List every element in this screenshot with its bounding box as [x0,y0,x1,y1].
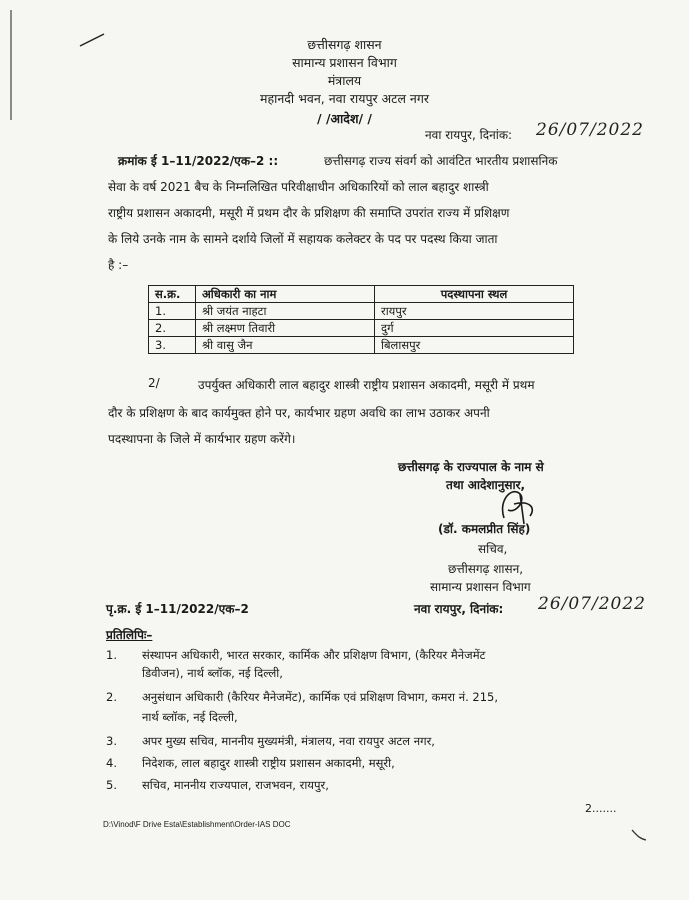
para1-line1: छत्तीसगढ़ राज्य संवर्ग को आवंटित भारतीय प्रशासनिक [324,154,558,168]
table-cell-serial: 2. [149,320,196,337]
posting-table [148,285,574,354]
table-cell-serial: 1. [149,303,196,320]
table-header-posting: पदस्थापना स्थल [375,286,574,303]
copy-item-number: 4. [106,756,117,770]
endorsement-number: पृ.क्र. ई 1–11/2022/एक–2 [106,602,249,616]
header-dept: सामान्य प्रशासन विभाग [292,55,397,70]
para2-line1: उपर्युक्त अधिकारी लाल बहादुर शास्त्री राष्ट्रीय प्रशासन अकादमी, मसूरी में प्रथम [198,378,535,392]
header-order-title: / /आदेश/ / [317,111,372,126]
table-cell-officer: श्री वासु जैन [196,337,375,354]
table-header-row [149,286,574,303]
order-number: क्रमांक ई 1–11/2022/एक–2 :: [118,154,279,168]
copy-item-text-cont: नार्थ ब्लॉक, नई दिल्ली, [142,710,238,724]
order-date-handwritten: 26/07/2022 [536,120,644,140]
table-cell-officer: श्री लक्ष्मण तिवारी [196,320,375,337]
table-cell-serial: 3. [149,337,196,354]
header-address: महानदी भवन, नवा रायपुर अटल नगर [259,91,430,106]
signature-authority-line1: छत्तीसगढ़ के राज्यपाल के नाम से [398,460,544,474]
signature-authority-line2: तथा आदेशानुसार, [446,478,526,492]
table-cell-posting: बिलासपुर [375,337,574,354]
header-ministry: मंत्रालय [327,73,362,88]
binding-edge-line [0,0,20,900]
copy-item-number: 2. [106,690,117,704]
table-row [149,303,574,320]
endorsement-date-handwritten: 26/07/2022 [538,594,646,614]
table-cell-posting: दुर्ग [375,320,574,337]
table-header-officer: अधिकारी का नाम [196,286,375,303]
copy-item-text-cont: डिवीजन), नार्थ ब्लॉक, नई दिल्ली, [142,666,283,680]
para1-line2: सेवा के वर्ष 2021 बैच के निम्नलिखित परिवीक्षाधीन अधिकारियों को लाल बहादुर शास्त्री [108,180,489,194]
signatory-designation: सचिव, [478,542,508,556]
table-header-serial: स.क्र. [149,286,196,303]
copy-item-text: संस्थापन अधिकारी, भारत सरकार, कार्मिक और प्रशिक्षण विभाग, (कैरियर मैनेजमेंट [142,648,486,662]
para1-line5: है :– [108,258,129,272]
copy-item-text: अनुसंधान अधिकारी (कैरियर मैनेजमेंट), कार्मिक एवं प्रशिक्षण विभाग, कमरा नं. 215, [142,690,498,704]
page-continued: 2....... [585,802,617,815]
signatory-name: (डॉ. कमलप्रीत सिंह) [438,522,531,536]
corner-pen-mark [628,826,652,846]
table-row [149,337,574,354]
copy-item-number: 1. [106,648,117,662]
para1-line3: राष्ट्रीय प्रशासन अकादमी, मसूरी में प्रथम दौर के प्रशिक्षण की समाप्ति उपरांत राज्य में प्रशिक्षण [108,206,510,220]
copy-item-text: निदेशक, लाल बहादुर शास्त्री राष्ट्रीय प्रशासन अकादमी, मसूरी, [142,756,395,770]
table-row [149,320,574,337]
para1-line4: के लिये उनके नाम के सामने दर्शाये जिलों में सहायक कलेक्टर के पद पर पदस्थ किया जाता [108,232,498,246]
copy-item-text: अपर मुख्य सचिव, माननीय मुख्यमंत्री, मंत्रालय, नवा रायपुर अटल नगर, [142,734,435,748]
signatory-dept1: छत्तीसगढ़ शासन, [448,562,524,576]
table-cell-officer: श्री जयंत नाहटा [196,303,375,320]
para2-line2: दौर के प्रशिक्षण के बाद कार्यमुक्त होने पर, कार्यभार ग्रहण अवधि का लाभ उठाकर अपनी [108,406,490,420]
order-date-label: नवा रायपुर, दिनांक: [425,128,513,142]
signatory-dept2: सामान्य प्रशासन विभाग [430,580,531,594]
header-govt: छत्तीसगढ़ शासन [307,37,382,52]
endorsement-date-label: नवा रायपुर, दिनांक: [414,602,504,616]
table-cell-posting: रायपुर [375,303,574,320]
para2-line3: पदस्थापना के जिले में कार्यभार ग्रहण करेंगे। [108,432,296,446]
para2-number: 2/ [148,376,160,390]
copy-to-label: प्रतिलिपिः– [106,628,153,642]
copy-item-text: सचिव, माननीय राज्यपाल, राजभवन, रायपुर, [142,778,329,792]
copy-item-number: 3. [106,734,117,748]
copy-item-number: 5. [106,778,117,792]
footer-file-path: D:\Vinod\F Drive Esta\Establishment\Order-IAS DOC [103,820,291,829]
